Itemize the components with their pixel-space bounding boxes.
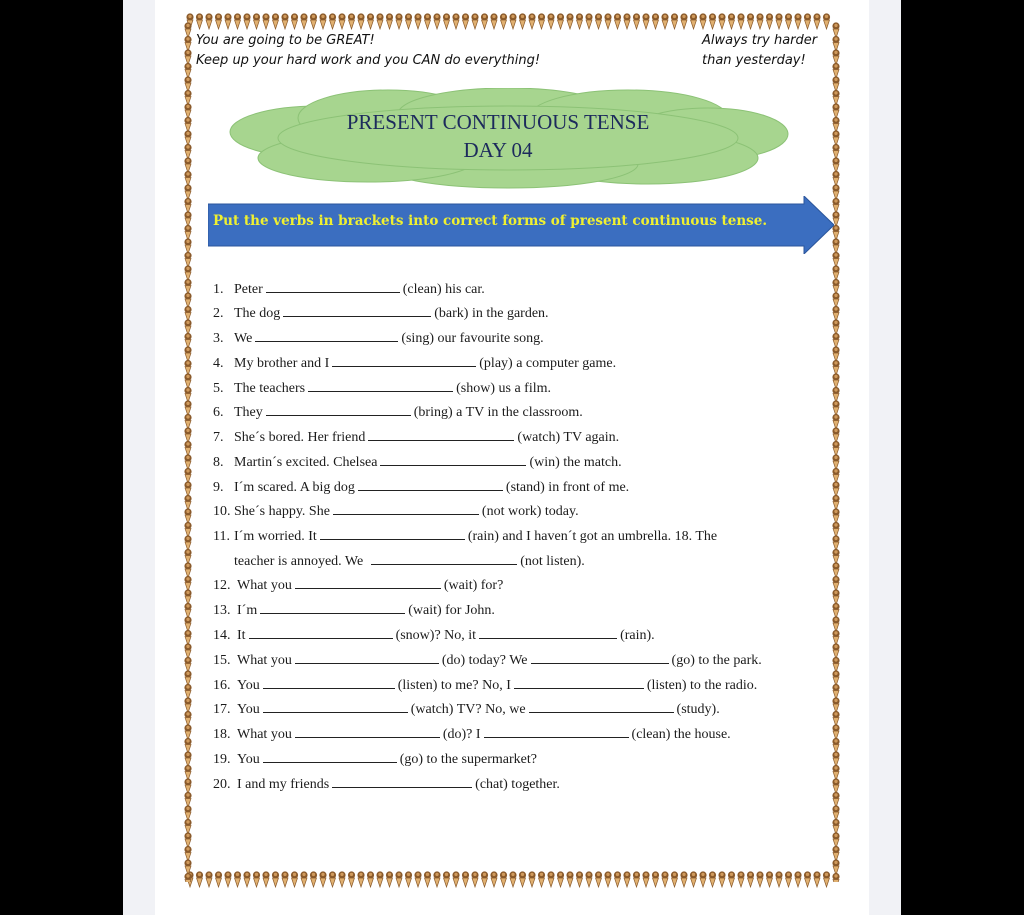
- exercise-text: My brother and I: [234, 356, 330, 371]
- answer-blank[interactable]: [332, 355, 476, 367]
- exercise-verb-hint: (bring) a TV in the classroom.: [413, 405, 583, 420]
- exercise-number: 8.: [213, 455, 224, 470]
- exercise-verb-hint: (sing) our favourite song.: [401, 331, 544, 346]
- exercise-3: [213, 330, 544, 348]
- exercise-verb-hint: (stand) in front of me.: [505, 480, 630, 495]
- exercise-6: [213, 404, 583, 422]
- exercise-text: Martin´s excited. Chelsea: [234, 455, 378, 470]
- exercise-verb-hint: (go) to the supermarket?: [399, 752, 537, 767]
- answer-blank[interactable]: [266, 281, 400, 293]
- motto-left-line-2: Keep up your hard work and you CAN do everything!: [196, 53, 541, 68]
- exercise-11-continued: [234, 553, 585, 571]
- exercise-text: What you: [237, 727, 292, 742]
- exercise-text: What you: [237, 578, 292, 593]
- answer-blank-2[interactable]: [479, 627, 617, 639]
- exercise-verb-hint-2: (rain).: [620, 628, 655, 643]
- exercise-19: [213, 751, 537, 769]
- exercise-verb-hint: (show) us a film.: [456, 381, 552, 396]
- answer-blank[interactable]: [332, 776, 472, 788]
- exercise-text: What you: [237, 653, 292, 668]
- exercise-verb-hint: (watch) TV again.: [517, 430, 620, 445]
- exercise-verb-hint: (clean) his car.: [402, 282, 485, 297]
- exercise-number: 5.: [213, 381, 224, 396]
- answer-blank-2[interactable]: [531, 652, 669, 664]
- exercise-verb-hint-2: (go) to the park.: [671, 653, 762, 668]
- exercise-11: [213, 528, 717, 546]
- answer-blank[interactable]: [368, 429, 514, 441]
- answer-blank[interactable]: [308, 380, 453, 392]
- exercise-number: 4.: [213, 356, 224, 371]
- exercise-text: She´s happy. She: [234, 504, 330, 519]
- answer-blank[interactable]: [263, 701, 408, 713]
- answer-blank[interactable]: [263, 677, 395, 689]
- exercise-text: You: [237, 678, 260, 693]
- answer-blank[interactable]: [266, 404, 411, 416]
- exercise-number: 14.: [213, 628, 231, 643]
- exercise-number: 7.: [213, 430, 224, 445]
- exercise-number: 3.: [213, 331, 224, 346]
- exercise-14: [213, 627, 655, 645]
- exercise-number: 13.: [213, 603, 231, 618]
- exercise-text: I´m worried. It: [234, 529, 317, 544]
- exercise-verb-hint: (do)? I: [442, 727, 481, 742]
- exercise-verb-hint-2: (listen) to the radio.: [646, 678, 758, 693]
- exercise-text: The dog: [234, 306, 281, 321]
- exercise-verb-hint: (wait) for John.: [408, 603, 495, 618]
- exercise-number: 10.: [213, 504, 231, 519]
- motto-left-line-1: You are going to be GREAT!: [196, 33, 375, 48]
- exercise-text: teacher is annoyed. We: [234, 554, 364, 569]
- answer-blank[interactable]: [249, 627, 393, 639]
- answer-blank[interactable]: [358, 479, 503, 491]
- exercise-verb-hint: (win) the match.: [529, 455, 622, 470]
- motto-right-line-1: Always try harder: [702, 33, 818, 48]
- exercise-17: [213, 701, 720, 719]
- exercise-verb-hint: (wait) for?: [443, 578, 504, 593]
- exercise-number: 16.: [213, 678, 231, 693]
- answer-blank[interactable]: [333, 503, 479, 515]
- exercise-1: [213, 281, 485, 299]
- exercise-number: 2.: [213, 306, 224, 321]
- answer-blank-2[interactable]: [514, 677, 644, 689]
- exercise-number: 6.: [213, 405, 224, 420]
- exercise-number: 18.: [213, 727, 231, 742]
- exercise-number: 19.: [213, 752, 231, 767]
- page-title: PRESENT CONTINUOUS TENSE: [346, 110, 650, 134]
- exercise-verb-hint: (chat) together.: [475, 777, 560, 792]
- exercise-12: [213, 577, 503, 595]
- exercise-number: 1.: [213, 282, 224, 297]
- answer-blank[interactable]: [380, 454, 526, 466]
- exercise-9: [213, 479, 629, 497]
- instruction-text: Put the verbs in brackets into correct forms of present continuous tense.: [213, 213, 768, 229]
- exercise-number: 9.: [213, 480, 224, 495]
- exercise-verb-hint: (not listen).: [520, 554, 585, 569]
- exercise-20: [213, 776, 560, 794]
- answer-blank-2[interactable]: [484, 726, 629, 738]
- exercise-verb-hint: (do) today? We: [441, 653, 528, 668]
- exercise-text: We: [234, 331, 253, 346]
- exercise-13: [213, 602, 495, 620]
- answer-blank[interactable]: [260, 602, 405, 614]
- exercise-verb-hint: (snow)? No, it: [395, 628, 477, 643]
- exercise-number: 20.: [213, 777, 231, 792]
- motto-right-line-2: than yesterday!: [702, 53, 806, 68]
- exercise-number: 17.: [213, 702, 231, 717]
- exercise-2: [213, 305, 549, 323]
- exercise-verb-hint-2: (study).: [676, 702, 720, 717]
- answer-blank[interactable]: [283, 305, 431, 317]
- exercise-10: [213, 503, 579, 521]
- exercise-text: She´s bored. Her friend: [234, 430, 366, 445]
- exercise-text: I and my friends: [237, 777, 330, 792]
- exercise-text: They: [234, 405, 263, 420]
- exercise-number: 12.: [213, 578, 231, 593]
- motto-left: [196, 31, 540, 71]
- page-gutter-right: [869, 0, 901, 915]
- exercise-verb-hint: (not work) today.: [481, 504, 579, 519]
- exercise-verb-hint: (watch) TV? No, we: [410, 702, 526, 717]
- exercise-text: It: [237, 628, 246, 643]
- exercise-number: 15.: [213, 653, 231, 668]
- exercise-text: You: [237, 702, 260, 717]
- exercise-4: [213, 355, 616, 373]
- exercise-16: [213, 677, 757, 695]
- exercise-text: The teachers: [234, 381, 306, 396]
- answer-blank[interactable]: [371, 553, 517, 565]
- motto-right: [702, 31, 817, 71]
- exercise-verb-hint: (bark) in the garden.: [434, 306, 549, 321]
- exercise-number: 11.: [213, 529, 230, 544]
- exercise-text: Peter: [234, 282, 263, 297]
- exercise-verb-hint-2: (clean) the house.: [631, 727, 731, 742]
- exercise-text: I´m scared. A big dog: [234, 480, 355, 495]
- exercise-text: You: [237, 752, 260, 767]
- answer-blank-2[interactable]: [529, 701, 674, 713]
- exercise-5: [213, 380, 551, 398]
- exercise-8: [213, 454, 622, 472]
- answer-blank[interactable]: [320, 528, 465, 540]
- page-subtitle-day: DAY 04: [463, 138, 533, 162]
- exercise-7: [213, 429, 619, 447]
- answer-blank[interactable]: [295, 726, 440, 738]
- exercise-15: [213, 652, 762, 670]
- exercise-verb-hint: (play) a computer game.: [479, 356, 617, 371]
- exercise-text: I´m: [237, 603, 258, 618]
- exercise-verb-hint: (rain) and I haven´t got an umbrella. 18. The: [467, 529, 718, 544]
- exercise-verb-hint: (listen) to me? No, I: [397, 678, 511, 693]
- answer-blank[interactable]: [263, 751, 397, 763]
- page-gutter-left: [123, 0, 155, 915]
- answer-blank[interactable]: [255, 330, 398, 342]
- answer-blank[interactable]: [295, 652, 439, 664]
- answer-blank[interactable]: [295, 577, 441, 589]
- exercise-18: [213, 726, 731, 744]
